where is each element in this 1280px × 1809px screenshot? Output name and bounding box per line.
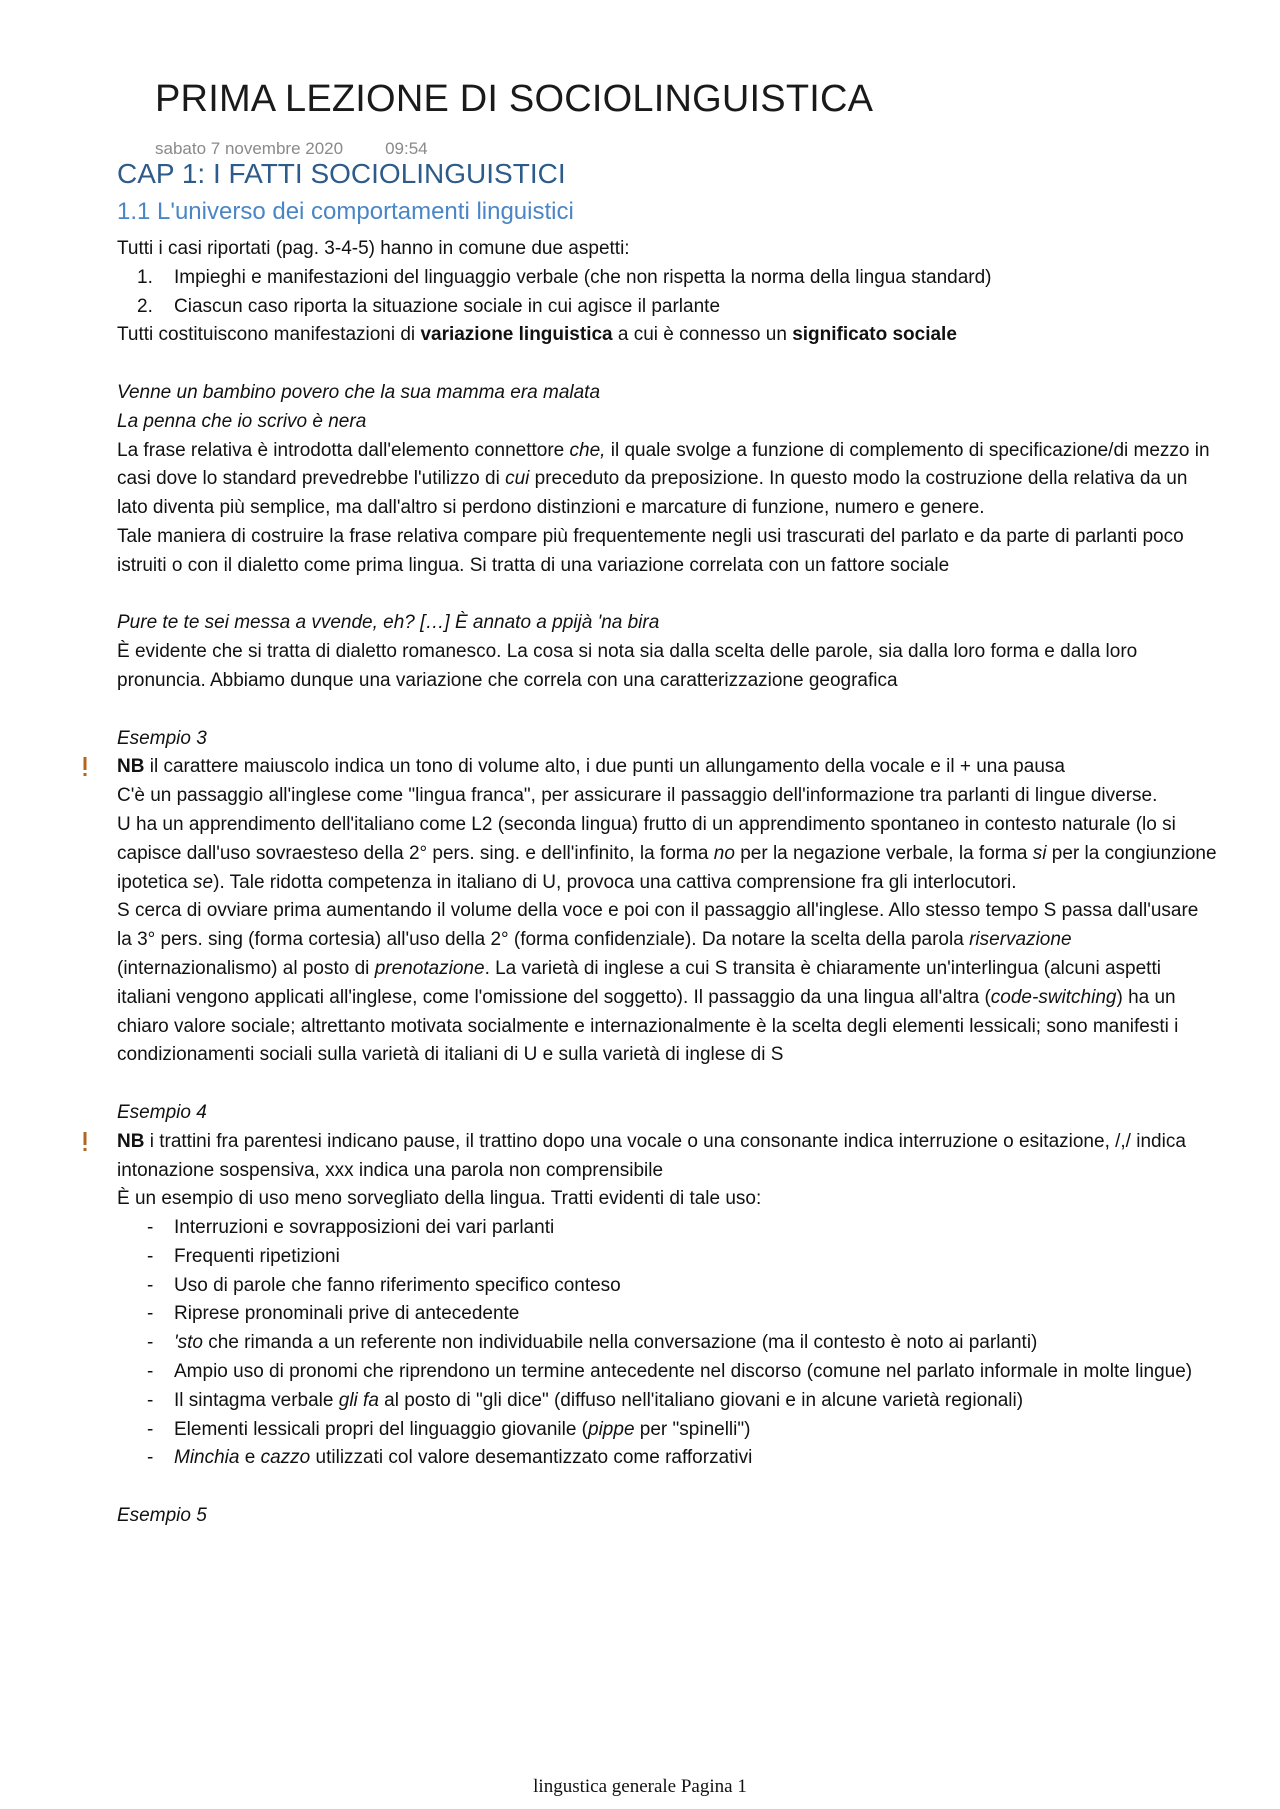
italic-term: pippe (588, 1418, 635, 1440)
dash-bullet: - (147, 1332, 154, 1354)
list-number: 2. (137, 295, 153, 317)
list-item (117, 1272, 1217, 1301)
spacer (117, 1473, 1217, 1502)
list-item (117, 1329, 1217, 1358)
example1-paragraph-2: Tale maniera di costruire la frase relativa compare più frequentemente negli usi trascurati del parlato e da parte di parlanti poco istruiti o con il dialetto come prima lingua. Si tratta di una variazione correlata con un fattore sociale (117, 525, 1184, 576)
italic-term: che, (569, 439, 606, 461)
dash-bullet: - (147, 1245, 154, 1267)
feature-list (117, 1214, 1217, 1473)
example-quote: La penna che io scrivo è nera (117, 410, 367, 432)
page-title: PRIMA LEZIONE DI SOCIOLINGUISTICA (155, 78, 874, 120)
list-item-text: Il sintagma verbale (174, 1389, 339, 1411)
list-item-text: Ampio uso di pronomi che riprendono un termine antecedente nel discorso (comune nel parlato informale in molte lingue) (174, 1361, 1193, 1383)
text-run: il quale svolge a funzione di complemento di specificazione/di mezzo in casi dove lo standard prevedrebbe l'utilizzo di (117, 439, 1210, 490)
italic-term: Minchia (174, 1447, 240, 1469)
example-quote: Venne un bambino povero che la sua mamma era malata (117, 381, 601, 403)
example3-heading: Esempio 3 (117, 727, 207, 749)
intro-paragraph: Tutti i casi riportati (pag. 3-4-5) hanno in comune due aspetti: (117, 238, 630, 259)
text-run: preceduto da preposizione. In questo modo la costruzione della relativa da un lato diventa più semplice, ma dall'altro si perdono distinzioni e marcature di funzione, numero e genere. (117, 468, 1188, 519)
page-date: sabato 7 novembre 2020 (155, 139, 344, 158)
list-item-text: per "spinelli") (634, 1418, 751, 1440)
bold-term: significato sociale (792, 324, 957, 346)
numbered-list (117, 264, 1217, 322)
list-item-text: Impieghi e manifestazioni del linguaggio verbale (che non rispetta la norma della lingua standard) (174, 266, 992, 288)
list-item (117, 1444, 1217, 1473)
example4-note (117, 1128, 1217, 1186)
note-body (117, 235, 1217, 1531)
list-item (117, 1416, 1217, 1445)
text-run: U ha un apprendimento dell'italiano come L2 (seconda lingua) frutto di un apprendimento spontaneo in contesto naturale (lo si capisce dall'uso sovraesteso della 2° pers. sing. e dell'infinito, la forma (117, 813, 1176, 864)
dash-bullet: - (147, 1274, 154, 1296)
list-number: 1. (137, 266, 153, 288)
list-item (117, 1358, 1217, 1387)
summary-paragraph (117, 321, 1217, 350)
list-item (117, 293, 1217, 322)
nb-label: NB (117, 756, 145, 778)
list-item-text: al posto di "gli dice" (diffuso nell'italiano giovani e in alcune varietà regionali) (378, 1389, 1024, 1411)
dash-bullet: - (147, 1217, 154, 1239)
chapter-heading: CAP 1: I FATTI SOCIOLINGUISTICI (117, 158, 566, 189)
list-item-text: Interruzioni e sovrapposizioni dei vari parlanti (174, 1217, 555, 1239)
list-item-text: utilizzati col valore desemantizzato come rafforzativi (310, 1447, 753, 1469)
list-item-text: Riprese pronominali prive di antecedente (174, 1303, 520, 1325)
list-item-text: Uso di parole che fanno riferimento specifico conteso (174, 1274, 621, 1296)
italic-term: si (1032, 842, 1047, 864)
list-item-text: che rimanda a un referente non individuabile nella conversazione (ma il contesto è noto ai parlanti) (202, 1332, 1038, 1354)
example3-paragraph: C'è un passaggio all'inglese come "lingua franca", per assicurare il passaggio dell'informazione tra parlanti di lingue diverse. (117, 785, 1158, 807)
italic-term: gli fa (338, 1389, 379, 1411)
list-item (117, 1243, 1217, 1272)
text-run: S cerca di ovviare prima aumentando il volume della voce e poi con il passaggio all'inglese. Allo stesso tempo S passa dall'usare la 3° pers. sing (forma cortesia) all'uso della 2° (forma confidenziale). Da notare la scelta della parola (117, 900, 1199, 951)
spacer (117, 696, 1217, 725)
spacer (117, 1070, 1217, 1099)
text-run: il carattere maiuscolo indica un tono di volume alto, i due punti un allungamento della vocale e il + una pausa (144, 756, 1065, 778)
page-meta (155, 139, 428, 159)
text-run: i trattini fra parentesi indicano pause, il trattino dopo una vocale o una consonante indica interruzione o esitazione, /,/ indica intonazione sospensiva, xxx indica una parola non comprensibile (117, 1130, 1186, 1181)
dash-bullet: - (147, 1303, 154, 1325)
example3-paragraph-2 (117, 811, 1217, 897)
text-run: . La varietà di inglese a cui S transita è chiaramente un'interlingua (alcuni aspetti italiani vengono applicati all'inglese, come l'omissione del soggetto). Il passaggio da una lingua all'altra ( (117, 957, 1161, 1008)
text-run: per la congiunzione ipotetica (117, 842, 1217, 893)
list-item (117, 264, 1217, 293)
italic-term: 'sto (174, 1332, 203, 1354)
text-run: ) ha un chiaro valore sociale; altrettanto motivata socialmente e internazionalmente è la scelta degli elementi lessicali; sono manifesti i condizionamenti sociali sulla varietà di italiani di U e sulla varietà di inglese di S (117, 986, 1179, 1066)
page-time: 09:54 (385, 139, 428, 158)
list-item-text: Frequenti ripetizioni (174, 1245, 340, 1267)
page-footer: lingustica generale Pagina 1 (533, 1776, 747, 1797)
spacer (117, 350, 1217, 379)
example4-heading: Esempio 4 (117, 1101, 207, 1123)
section-heading: 1.1 L'universo dei comportamenti linguistici (117, 198, 574, 225)
text-run: Tutti costituiscono manifestazioni di (117, 324, 421, 346)
dash-bullet: - (147, 1447, 154, 1469)
example5-heading: Esempio 5 (117, 1505, 207, 1527)
italic-term: no (713, 842, 735, 864)
list-item-text: Ciascun caso riporta la situazione sociale in cui agisce il parlante (174, 295, 721, 317)
exclamation-flag-icon (80, 757, 90, 777)
exclamation-flag-icon (80, 1132, 90, 1152)
example3-paragraph-3 (117, 897, 1217, 1070)
example-quote: Pure te te sei messa a vvende, eh? […] È annato a ppijà 'na bira (117, 612, 660, 634)
text-run: per la negazione verbale, la forma (734, 842, 1033, 864)
dash-bullet: - (147, 1361, 154, 1383)
list-item-text: e (239, 1447, 261, 1469)
example1-paragraph (117, 437, 1217, 523)
italic-term: riservazione (969, 929, 1072, 951)
text-run: a cui è connesso un (612, 324, 793, 346)
example2-paragraph: È evidente che si tratta di dialetto romanesco. La cosa si nota sia dalla scelta delle parole, sia dalla loro forma e dalla loro pronuncia. Abbiamo dunque una variazione che correla con una caratterizzazione geografica (117, 641, 1138, 691)
example4-paragraph: È un esempio di uso meno sorvegliato della lingua. Tratti evidenti di tale uso: (117, 1188, 762, 1210)
spacer (117, 581, 1217, 610)
example3-note (117, 753, 1217, 782)
text-run: (internazionalismo) al posto di (117, 957, 375, 979)
italic-term: prenotazione (374, 957, 485, 979)
dash-bullet: - (147, 1389, 154, 1411)
nb-label: NB (117, 1130, 145, 1152)
text-run: La frase relativa è introdotta dall'elemento connettore (117, 439, 570, 461)
text-run: ). Tale ridotta competenza in italiano di U, provoca una cattiva comprensione fra gli interlocutori. (213, 871, 1017, 893)
bold-term: variazione linguistica (420, 324, 613, 346)
italic-term: code-switching (990, 986, 1117, 1008)
italic-term: se (193, 871, 214, 893)
dash-bullet: - (147, 1418, 154, 1440)
list-item (117, 1387, 1217, 1416)
list-item (117, 1214, 1217, 1243)
list-item (117, 1300, 1217, 1329)
list-item-text: Elementi lessicali propri del linguaggio giovanile ( (174, 1418, 589, 1440)
italic-term: cazzo (260, 1447, 311, 1469)
italic-term: cui (505, 468, 530, 490)
